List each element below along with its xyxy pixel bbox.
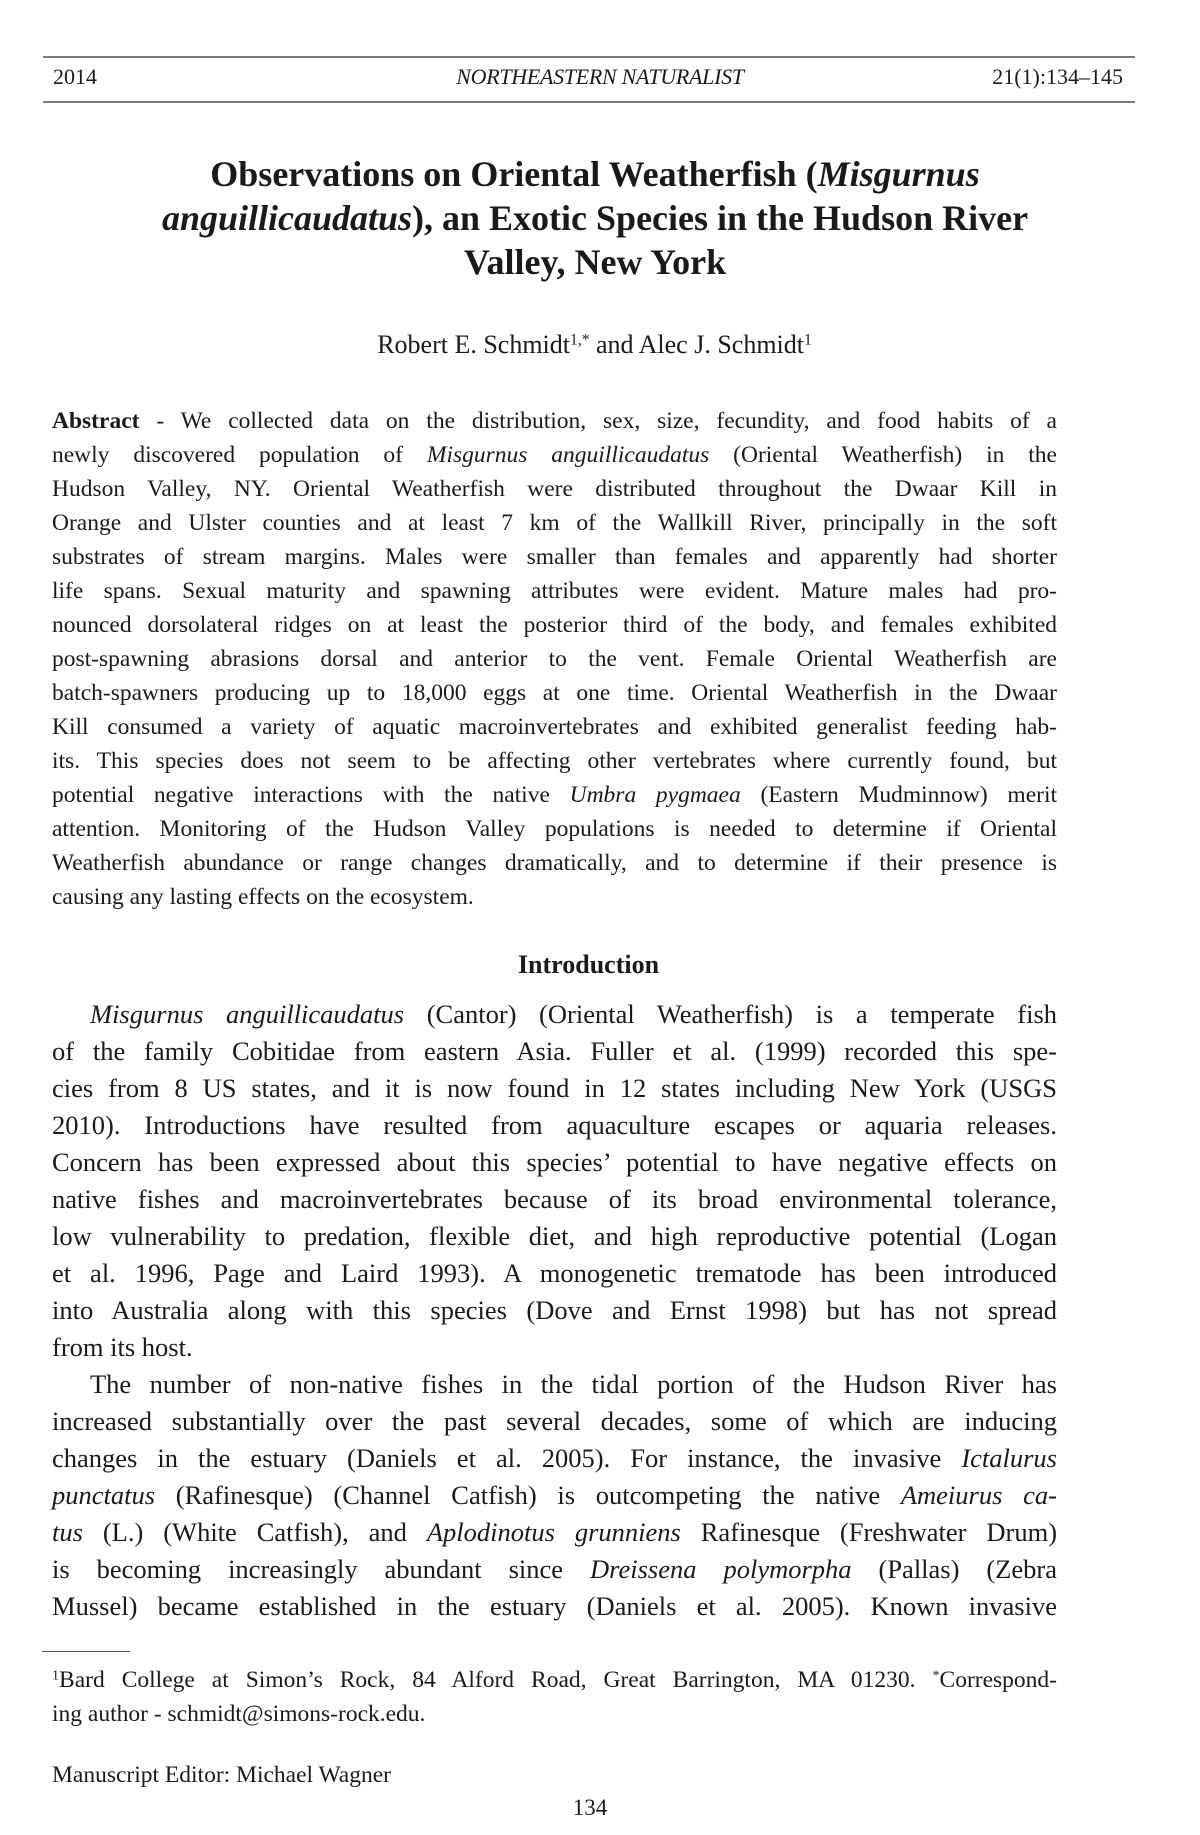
abstract [52,404,1057,914]
introduction-text: (L.) (White Catfish), and [82,1517,427,1547]
abstract-line [52,506,1057,540]
abstract-text: nounced dorsolateral ridges on at least the posterior third of the body, and females exhibited [52,612,1057,638]
species-name: Dreissena polymorpha [590,1554,852,1584]
introduction-line [52,1329,1057,1366]
abstract-text: attention. Monitoring of the Hudson Valley populations is needed to determine if Oriental [52,816,1057,842]
abstract-line [52,438,1057,472]
introduction-text: of the family Cobitidae from eastern Asia. Fuller et al. (1999) recorded this spe- [52,1036,1057,1066]
introduction-text: The number of non-native fishes in the tidal portion of the Hudson River has [90,1369,1057,1399]
introduction-text: is becoming increasingly abundant since [52,1554,591,1584]
abstract-line [52,676,1057,710]
introduction-text: (Pallas) (Zebra [851,1554,1058,1584]
section-heading-introduction: Introduction [517,950,660,979]
introduction-line [52,1255,1057,1292]
abstract-text: (Oriental Weatherfish) in the [709,442,1057,468]
introduction-text: low vulnerability to predation, flexible diet, and high reproductive potential (Logan [52,1221,1057,1251]
introduction-line [52,996,1057,1033]
abstract-text: Weatherfish abundance or range changes dramatically, and to determine if their presence is [52,850,1057,876]
abstract-text: newly discovered population of [52,442,427,468]
introduction-line [52,1292,1057,1329]
introduction-line [52,1551,1057,1588]
introduction-text: 2010). Introductions have resulted from aquaculture escapes or aquaria releases. [52,1110,1057,1140]
header-journal-name: NORTHEASTERN NATURALIST [456,64,744,89]
footnote-text: Correspond- [939,1667,1057,1693]
abstract-text: life spans. Sexual maturity and spawning attributes were evident. Mature males had pro- [52,578,1057,604]
species-name: tus [52,1517,83,1547]
title-text: Observations on Oriental Weatherfish ( [210,154,818,194]
abstract-line [52,812,1057,846]
title-species: anguillicaudatus [161,198,413,238]
title-line-3: Valley, New York [463,242,727,282]
introduction-line [52,1181,1057,1218]
abstract-line [52,880,1057,914]
introduction-text: changes in the estuary (Daniels et al. 2005). For instance, the invasive [52,1443,962,1473]
abstract-text: substrates of stream margins. Males were smaller than females and apparently had shorter [52,544,1057,570]
abstract-text: potential negative interactions with the native [52,782,570,808]
introduction-text: Mussel) became established in the estuary (Daniels et al. 2005). Known invasive [52,1591,1057,1621]
introduction-line [52,1403,1057,1440]
header-top-rule [43,56,1135,58]
introduction-text: cies from 8 US states, and it is now found in 12 states including New York (USGS [52,1073,1057,1103]
introduction-line [52,1070,1057,1107]
abstract-line [52,404,1057,438]
introduction-text: (Cantor) (Oriental Weatherfish) is a temperate fish [404,999,1058,1029]
abstract-line [52,778,1057,812]
author-name: Alec J. Schmidt [638,330,804,359]
abstract-label: Abstract [52,408,140,434]
abstract-line [52,540,1057,574]
abstract-line [52,574,1057,608]
abstract-text: Orange and Ulster counties and at least 7 km of the Wallkill River, principally in the soft [52,510,1057,536]
introduction-line [52,1144,1057,1181]
abstract-line [52,744,1057,778]
introduction-line [52,1514,1057,1551]
header-volume-pages: 21(1):134–145 [992,64,1123,89]
species-name: Aplodinotus grunniens [426,1517,681,1547]
affiliation-marker: 1 [804,331,812,349]
footnote-text: Bard College at Simon’s Rock, 84 Alford Road, Great Barrington, MA 01230. [59,1667,933,1693]
author-conjunction: and [589,330,639,359]
abstract-line [52,472,1057,506]
species-name: punctatus [52,1480,156,1510]
footnote-line [52,1663,1057,1697]
introduction-text: (Rafinesque) (Channel Catfish) is outcompeting the native [155,1480,901,1510]
abstract-text: Hudson Valley, NY. Oriental Weatherfish were distributed throughout the Dwaar Kill in [52,476,1057,502]
abstract-text: causing any lasting effects on the ecosystem. [52,884,474,910]
abstract-line [52,846,1057,880]
header-bottom-rule [43,101,1135,103]
manuscript-editor: Manuscript Editor: Michael Wagner [52,1762,391,1788]
abstract-line [52,642,1057,676]
abstract-text: its. This species does not seem to be affecting other vertebrates where currently found, but [52,748,1057,774]
title-text: ), an Exotic Species in the Hudson River [412,198,1029,238]
introduction-line [52,1033,1057,1070]
introduction-text: increased substantially over the past several decades, some of which are inducing [52,1406,1057,1436]
footnote-line: ing author - schmidt@simons-rock.edu. [52,1701,426,1727]
affiliation-footnote [52,1663,1057,1731]
abstract-text: post-spawning abrasions dorsal and anterior to the vent. Female Oriental Weatherfish are [52,646,1057,672]
introduction-line [52,1440,1057,1477]
introduction-text: et al. 1996, Page and Laird 1993). A monogenetic trematode has been introduced [52,1258,1057,1288]
header-year: 2014 [53,64,97,89]
species-name: Umbra pygmaea [569,782,741,808]
author-line [0,330,1189,360]
title-line-2 [60,196,1130,240]
species-name: Ameiurus ca- [900,1480,1057,1510]
introduction-line [52,1588,1057,1625]
abstract-text: Kill consumed a variety of aquatic macroinvertebrates and exhibited generalist feeding hab- [52,714,1057,740]
footnote-rule [42,1651,130,1652]
corresponding-marker: * [932,1667,940,1684]
page-number: 134 [572,1795,608,1820]
affiliation-marker: 1,* [570,331,590,349]
abstract-line [52,710,1057,744]
species-name: Ictalurus [961,1443,1057,1473]
introduction-line [52,1366,1057,1403]
introduction-text: from its host. [52,1332,193,1362]
affiliation-marker: 1 [52,1667,60,1684]
introduction-text: into Australia along with this species (Dove and Ernst 1998) but has not spread [52,1295,1057,1325]
article-title [60,152,1130,284]
introduction-line [52,1107,1057,1144]
introduction-line [52,1477,1057,1514]
species-name: Misgurnus anguillicaudatus [90,999,405,1029]
title-genus: Misgurnus [817,154,980,194]
introduction-text: Rafinesque (Freshwater Drum) [680,1517,1058,1547]
species-name: Misgurnus anguillicaudatus [426,442,710,468]
introduction-text: native fishes and macroinvertebrates because of its broad environmental tolerance, [52,1184,1057,1214]
author-name: Robert E. Schmidt [377,330,571,359]
abstract-text: (Eastern Mudminnow) merit [740,782,1058,808]
abstract-text: - We collected data on the distribution, sex, size, fecundity, and food habits of a [139,408,1057,434]
title-line-1 [60,152,1130,196]
abstract-text: batch-spawners producing up to 18,000 eggs at one time. Oriental Weatherfish in the Dwaar [52,680,1057,706]
introduction-body [52,996,1057,1625]
abstract-line [52,608,1057,642]
introduction-text: Concern has been expressed about this species’ potential to have negative effects on [52,1147,1057,1177]
introduction-line [52,1218,1057,1255]
